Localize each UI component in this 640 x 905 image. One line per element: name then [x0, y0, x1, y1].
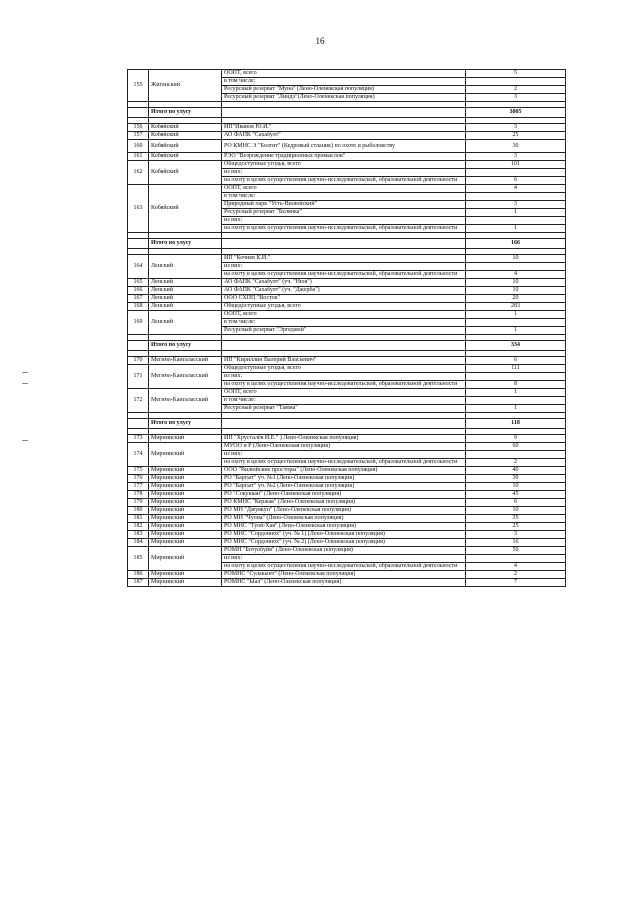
organization-name: из них: [222, 451, 466, 459]
organization-name: ИП "Хрусталёв И.Е." ) Лено-Оленекская популяция) [222, 435, 466, 443]
table-row [128, 467, 566, 475]
quota-value: 9 [466, 435, 566, 443]
organization-name: из них: [222, 169, 466, 177]
row-number: 177 [128, 483, 149, 491]
quota-value: 4 [466, 185, 566, 193]
quota-value [466, 169, 566, 177]
organization-name: ООПТ, всего [222, 185, 466, 193]
district-name: Мегино-Кангаласский [149, 389, 222, 413]
quota-value: 2 [466, 459, 566, 467]
quota-value: 40 [466, 467, 566, 475]
district-name: Ленский [149, 303, 222, 311]
organization-name: РО МН "Чуона" (Лено-Оленекская популяция) [222, 515, 466, 523]
empty-cell [128, 239, 149, 249]
quota-value: 10 [466, 287, 566, 295]
organization-name: ООО "Вилюйские просторы" (Лено-Оленекская популяция) [222, 467, 466, 475]
table-row [128, 295, 566, 303]
quota-value: 1 [466, 311, 566, 319]
organization-name: на охоту в целях осуществления научно-исследовательской, образовательной деятельности [222, 381, 466, 389]
district-name: Мирнинский [149, 547, 222, 571]
district-name: Мирнинский [149, 491, 222, 499]
organization-name: Общедоступные угодья, всего [222, 365, 466, 373]
table-row [128, 435, 566, 443]
quota-value: 1 [466, 327, 566, 335]
quota-value: 30 [466, 475, 566, 483]
district-name: Кобяйский [149, 185, 222, 233]
quota-value: 101 [466, 161, 566, 169]
row-number: 179 [128, 499, 149, 507]
quota-value: 45 [466, 491, 566, 499]
organization-name: ООПТ, всего [222, 389, 466, 397]
organization-name: АО ФАПК "Сахабулт" (уч. "Джерба") [222, 287, 466, 295]
organization-name: РО МН "Джувкун" (Лено-Оленекская популяция) [222, 507, 466, 515]
table-row [128, 547, 566, 555]
empty-cell [222, 419, 466, 429]
quota-value: 4 [466, 271, 566, 279]
table-row [128, 539, 566, 547]
row-number: 185 [128, 547, 149, 571]
row-number: 155 [128, 70, 149, 102]
organization-name: на охоту в целях осуществления научно-исследовательской, образовательной деятельности [222, 177, 466, 185]
quota-value: 1 [466, 225, 566, 233]
quota-value: 25 [466, 132, 566, 140]
row-number: 167 [128, 295, 149, 303]
quota-value: 10 [466, 279, 566, 287]
margin-mark [22, 440, 28, 441]
organization-name: РЭО "Возрождение традиционных промыслов" [222, 153, 466, 161]
quota-value: 6 [466, 499, 566, 507]
organization-name: РО "Баргыт" уч. №2 (Лено-Оленекская популяция) [222, 483, 466, 491]
organization-name: АО ФАПК "Сахабулт" [222, 132, 466, 140]
row-number: 165 [128, 279, 149, 287]
district-name: Мирнинский [149, 523, 222, 531]
row-number: 173 [128, 435, 149, 443]
row-number: 181 [128, 515, 149, 523]
district-name: Кобяйский [149, 124, 222, 132]
district-name: Мирнинский [149, 539, 222, 547]
organization-name: ООО СХПП "Восток" [222, 295, 466, 303]
district-name: Мирнинский [149, 571, 222, 579]
organization-name: РО "Сокуккан" (Лено-Оленекская популяция) [222, 491, 466, 499]
quota-value: 7 [466, 579, 566, 587]
district-name: Ленский [149, 287, 222, 295]
row-number: 176 [128, 475, 149, 483]
quota-value: 3 [466, 94, 566, 102]
table-row [128, 507, 566, 515]
empty-cell [222, 341, 466, 351]
organization-name: РОМНС "Сулакынт" (Лено-Оленекская популяция) [222, 571, 466, 579]
table-row [128, 311, 566, 319]
quota-value: 5 [466, 70, 566, 78]
quota-value: 10 [466, 507, 566, 515]
table-row [128, 185, 566, 193]
quota-value: 3 [466, 153, 566, 161]
quota-value: 3 [466, 124, 566, 132]
quota-value: 4 [466, 563, 566, 571]
organization-name: в том числе: [222, 193, 466, 201]
row-number: 174 [128, 443, 149, 467]
empty-cell [128, 108, 149, 118]
row-number: 169 [128, 311, 149, 335]
total-value: 166 [466, 239, 566, 249]
organization-name: из них: [222, 263, 466, 271]
row-number: 166 [128, 287, 149, 295]
district-name: Мирнинский [149, 483, 222, 491]
quota-value: 35 [466, 515, 566, 523]
organization-name: РО МНС "Сордоннох" (уч. № 1) (Лено-Оленекская популяция) [222, 531, 466, 539]
total-label: Итого по улусу [149, 239, 222, 249]
quota-value: 1 [466, 389, 566, 397]
quota-value: 3 [466, 201, 566, 209]
quota-value [466, 451, 566, 459]
district-total-row [128, 108, 566, 118]
quota-value: 20 [466, 295, 566, 303]
table-row [128, 279, 566, 287]
empty-cell [222, 239, 466, 249]
district-name: Мирнинский [149, 435, 222, 443]
organization-name: ООПТ, всего [222, 70, 466, 78]
district-name: Жиганский [149, 70, 222, 102]
district-name: Мегино-Кангаласский [149, 357, 222, 365]
total-value: 118 [466, 419, 566, 429]
organization-name: на охоту в целях осуществления научно-исследовательской, образовательной деятельности [222, 225, 466, 233]
table-row [128, 161, 566, 169]
organization-name: на охоту в целях осуществления научно-исследовательской, образовательной деятельности [222, 563, 466, 571]
district-name: Ленский [149, 255, 222, 279]
organization-name: РО КМНС "Кержак" (Лено-Оленекская популяция) [222, 499, 466, 507]
district-name: Кобяйский [149, 161, 222, 185]
district-name: Ленский [149, 295, 222, 303]
district-name: Мирнинский [149, 499, 222, 507]
row-number: 164 [128, 255, 149, 279]
district-total-row [128, 419, 566, 429]
table-row [128, 515, 566, 523]
organization-name: Ресурсный резерват "Эргеджей" [222, 327, 466, 335]
organization-name: из них: [222, 217, 466, 225]
table-row [128, 70, 566, 78]
organization-name: из них: [222, 555, 466, 563]
row-number: 160 [128, 140, 149, 153]
table-row [128, 357, 566, 365]
district-total-row [128, 341, 566, 351]
margin-mark [22, 383, 28, 384]
organization-name: РО КМНС Э "Болгит" (Кедровый стланик) по охоте и рыболовству [222, 140, 466, 153]
organization-name: в том числе: [222, 397, 466, 405]
district-total-row [128, 239, 566, 249]
quota-value [466, 78, 566, 86]
row-number: 186 [128, 571, 149, 579]
quota-value: 8 [466, 381, 566, 389]
district-name: Мегино-Кангаласский [149, 365, 222, 389]
quota-value: 10 [466, 255, 566, 263]
organization-name: Общедоступные угодья, всего [222, 303, 466, 311]
district-name: Кобяйский [149, 153, 222, 161]
organization-name: ИП"Иванов Ю.И." [222, 124, 466, 132]
table-row [128, 124, 566, 132]
table-row [128, 499, 566, 507]
table-row [128, 475, 566, 483]
quota-value: 30 [466, 140, 566, 153]
row-number: 183 [128, 531, 149, 539]
organization-name: Общедоступные угодья, всего [222, 161, 466, 169]
quota-value: 2 [466, 86, 566, 94]
row-number: 187 [128, 579, 149, 587]
table-row [128, 483, 566, 491]
quota-value [466, 373, 566, 381]
row-number: 168 [128, 303, 149, 311]
row-number: 156 [128, 124, 149, 132]
organization-name: РОМНС "Ыал" (Лено-Оленекская популяция) [222, 579, 466, 587]
total-label: Итого по улусу [149, 419, 222, 429]
organization-name: Ресурсный резерват "Тамма" [222, 405, 466, 413]
organization-name: Природный парк "Усть-Вилюйский" [222, 201, 466, 209]
quota-value: 6 [466, 357, 566, 365]
quota-value: 1 [466, 405, 566, 413]
table-row [128, 571, 566, 579]
district-name: Мирнинский [149, 443, 222, 467]
total-label: Итого по улусу [149, 341, 222, 351]
row-number: 157 [128, 132, 149, 140]
quota-value: 283 [466, 303, 566, 311]
district-name: Мирнинский [149, 475, 222, 483]
quota-value [466, 555, 566, 563]
row-number: 171 [128, 365, 149, 389]
table-row [128, 523, 566, 531]
quota-value [466, 217, 566, 225]
table-row [128, 443, 566, 451]
district-name: Мирнинский [149, 467, 222, 475]
row-number: 178 [128, 491, 149, 499]
row-number: 172 [128, 389, 149, 413]
district-name: Мирнинский [149, 507, 222, 515]
organization-name: в том числе: [222, 319, 466, 327]
table-row [128, 365, 566, 373]
row-number: 175 [128, 467, 149, 475]
quota-value: 3 [466, 531, 566, 539]
organization-name: РО МНС "Сордоннох" (уч. № 2) (Лено-Оленекская популяция) [222, 539, 466, 547]
district-name: Ленский [149, 311, 222, 335]
organization-name: РО МНС "Туой-Хая" (Лено-Оленекская популяция) [222, 523, 466, 531]
quota-value: 111 [466, 365, 566, 373]
page-number: 16 [315, 36, 325, 46]
table-row [128, 579, 566, 587]
organization-name: на охоту в целях осуществления научно-исследовательской, образовательной деятельности [222, 459, 466, 467]
quota-value: 10 [466, 483, 566, 491]
quota-value: 1 [466, 209, 566, 217]
quota-value: 16 [466, 539, 566, 547]
quota-value [466, 319, 566, 327]
table-body [128, 70, 566, 587]
district-name: Кобяйский [149, 132, 222, 140]
district-name: Ленский [149, 279, 222, 287]
quota-value: 60 [466, 443, 566, 451]
row-number: 163 [128, 185, 149, 233]
empty-cell [128, 419, 149, 429]
quota-value [466, 397, 566, 405]
total-label: Итого по улусу [149, 108, 222, 118]
table-row [128, 531, 566, 539]
organization-name: Ресурсный резерват "Линдэ"(Лено-Оленекская популяция) [222, 94, 466, 102]
organization-name: ИП "Кочнев К.И." [222, 255, 466, 263]
quota-value: 2 [466, 571, 566, 579]
quota-value [466, 193, 566, 201]
empty-cell [222, 108, 466, 118]
table-row [128, 153, 566, 161]
total-value: 334 [466, 341, 566, 351]
organization-name: из них: [222, 373, 466, 381]
table-row [128, 389, 566, 397]
table-row [128, 140, 566, 153]
district-name: Мирнинский [149, 531, 222, 539]
organization-name: на охоту в целях осуществления научно-исследовательской, образовательной деятельности [222, 271, 466, 279]
total-value: 3005 [466, 108, 566, 118]
row-number: 180 [128, 507, 149, 515]
table-row [128, 132, 566, 140]
table-row [128, 491, 566, 499]
district-name: Мирнинский [149, 579, 222, 587]
row-number: 162 [128, 161, 149, 185]
hunting-quota-table [127, 69, 566, 587]
organization-name: Ресурсный резерват "Муна" (Лено-Оленекская популяция) [222, 86, 466, 94]
margin-mark [22, 372, 28, 373]
organization-name: ИП "Кириллин Валерий Власьевич" [222, 357, 466, 365]
district-name: Кобяйский [149, 140, 222, 153]
organization-name: РОМН "Ботуобуйя" (Лено-Оленекская популяция) [222, 547, 466, 555]
district-name: Мирнинский [149, 515, 222, 523]
organization-name: Ресурсный резерват "Белянка" [222, 209, 466, 217]
row-number: 161 [128, 153, 149, 161]
quota-value: 6 [466, 177, 566, 185]
empty-cell [128, 341, 149, 351]
organization-name: в том числе: [222, 78, 466, 86]
row-number: 170 [128, 357, 149, 365]
table-row [128, 255, 566, 263]
quota-value: 50 [466, 547, 566, 555]
row-number: 182 [128, 523, 149, 531]
table-row [128, 287, 566, 295]
quota-value [466, 263, 566, 271]
organization-name: МУОО и Р (Лено-Оленекская популяция) [222, 443, 466, 451]
organization-name: АО ФАПК "Сахабулт" (уч. "Нюя") [222, 279, 466, 287]
organization-name: РО "Баргыт" уч. №1 (Лено-Оленекская популяция) [222, 475, 466, 483]
organization-name: ООПТ, всего [222, 311, 466, 319]
quota-value: 25 [466, 523, 566, 531]
table-row [128, 303, 566, 311]
row-number: 184 [128, 539, 149, 547]
